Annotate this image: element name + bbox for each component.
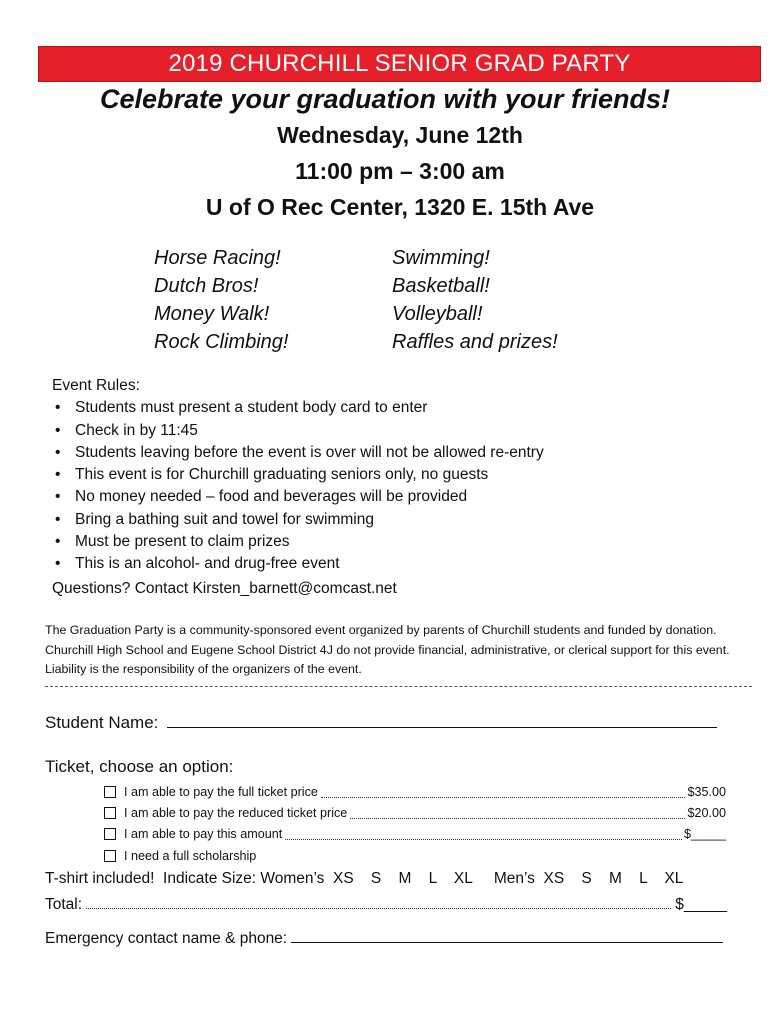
bullet-icon: • <box>55 466 61 484</box>
rules-heading: Event Rules: <box>52 377 140 394</box>
option-label: I am able to pay this amount <box>124 827 283 841</box>
event-rules <box>52 375 544 576</box>
checkbox-icon[interactable] <box>104 828 116 840</box>
event-location: U of O Rec Center, 1320 E. 15th Ave <box>205 194 595 220</box>
student-name-field[interactable] <box>167 713 717 728</box>
dot-leader <box>350 817 685 819</box>
bullet-icon: • <box>55 533 61 551</box>
rule-item <box>52 509 544 531</box>
option-label: I need a full scholarship <box>124 849 257 863</box>
ticket-option-reduced[interactable] <box>104 803 726 823</box>
emergency-contact-row <box>45 928 723 948</box>
bullet-icon: • <box>55 488 61 506</box>
total-row <box>45 896 727 914</box>
rule-text: Students must present a student body card to enter <box>75 399 428 417</box>
dot-leader <box>86 907 671 909</box>
activity-item: Raffles and prizes! <box>392 331 558 353</box>
disclaimer-paragraph: The Graduation Party is a community-sponsored event organized by parents of Churchill students and funded by donation. Churchill High School and Eugene School District 4J do not provide financial, administrative, or clerical support for this event. Liability is the responsibility of the organizers of the event. <box>45 623 730 676</box>
option-label: I am able to pay the reduced ticket price <box>124 806 348 820</box>
activity-item: Swimming! <box>392 247 490 269</box>
tagline: Celebrate your graduation with your friends! <box>99 84 671 114</box>
option-price: $35.00 <box>687 785 726 799</box>
checkbox-icon[interactable] <box>104 850 116 862</box>
activity-item: Rock Climbing! <box>154 331 289 353</box>
rule-item <box>52 486 544 508</box>
bullet-icon: • <box>55 421 61 439</box>
option-price: $20.00 <box>687 806 726 820</box>
bullet-icon: • <box>55 399 61 417</box>
bullet-icon: • <box>55 443 61 461</box>
rule-text: Students leaving before the event is over will not be allowed re-entry <box>75 443 544 461</box>
tshirt-size-line: T-shirt included! Indicate Size: Women’s XS S M L XL Men’s XS S M L XL <box>45 870 684 887</box>
ticket-heading: Ticket, choose an option: <box>45 757 234 776</box>
rule-item <box>52 531 544 553</box>
activity-item: Horse Racing! <box>154 247 281 269</box>
event-date: Wednesday, June 12th <box>277 122 523 148</box>
checkbox-icon[interactable] <box>104 807 116 819</box>
option-label: I am able to pay the full ticket price <box>124 785 318 799</box>
rules-list <box>52 397 544 575</box>
rule-item <box>52 464 544 486</box>
activity-item: Money Walk! <box>154 303 270 325</box>
dot-leader <box>285 838 682 840</box>
rule-item <box>52 442 544 464</box>
rule-text: No money needed – food and beverages will be provided <box>75 488 468 506</box>
rule-text: This event is for Churchill graduating seniors only, no guests <box>75 466 489 484</box>
checkbox-icon[interactable] <box>104 786 116 798</box>
activity-item: Basketball! <box>392 275 490 297</box>
student-name-row <box>45 713 717 733</box>
total-label: Total: <box>45 896 83 913</box>
rule-text: Must be present to claim prizes <box>75 533 290 551</box>
activity-item: Dutch Bros! <box>154 275 259 297</box>
contact-line: Questions? Contact Kirsten_barnett@comcast.net <box>52 580 397 597</box>
rule-text: Check in by 11:45 <box>75 421 198 439</box>
rule-text: Bring a bathing suit and towel for swimming <box>75 510 374 528</box>
rule-item <box>52 420 544 442</box>
emergency-contact-field[interactable] <box>291 928 723 943</box>
total-amount-field[interactable]: $_____ <box>675 896 727 913</box>
ticket-option-scholarship[interactable] <box>104 846 726 866</box>
ticket-option-custom[interactable] <box>104 824 726 844</box>
activity-list-left <box>154 244 288 356</box>
student-name-label: Student Name: <box>45 713 159 732</box>
bullet-icon: • <box>55 510 61 528</box>
rule-item <box>52 397 544 419</box>
event-time: 11:00 pm – 3:00 am <box>295 158 505 184</box>
cut-line-divider <box>45 686 752 687</box>
option-price: $_____ <box>683 827 726 841</box>
emergency-contact-label: Emergency contact name & phone: <box>45 930 288 947</box>
dot-leader <box>321 796 686 798</box>
activity-list-right <box>392 244 558 356</box>
rule-item <box>52 553 544 575</box>
rule-text: This is an alcohol- and drug-free event <box>75 555 340 573</box>
bullet-icon: • <box>55 555 61 573</box>
activity-item: Volleyball! <box>392 303 483 325</box>
banner-title: 2019 CHURCHILL SENIOR GRAD PARTY <box>168 50 631 77</box>
title-banner <box>38 46 761 82</box>
ticket-option-full[interactable] <box>104 782 726 802</box>
